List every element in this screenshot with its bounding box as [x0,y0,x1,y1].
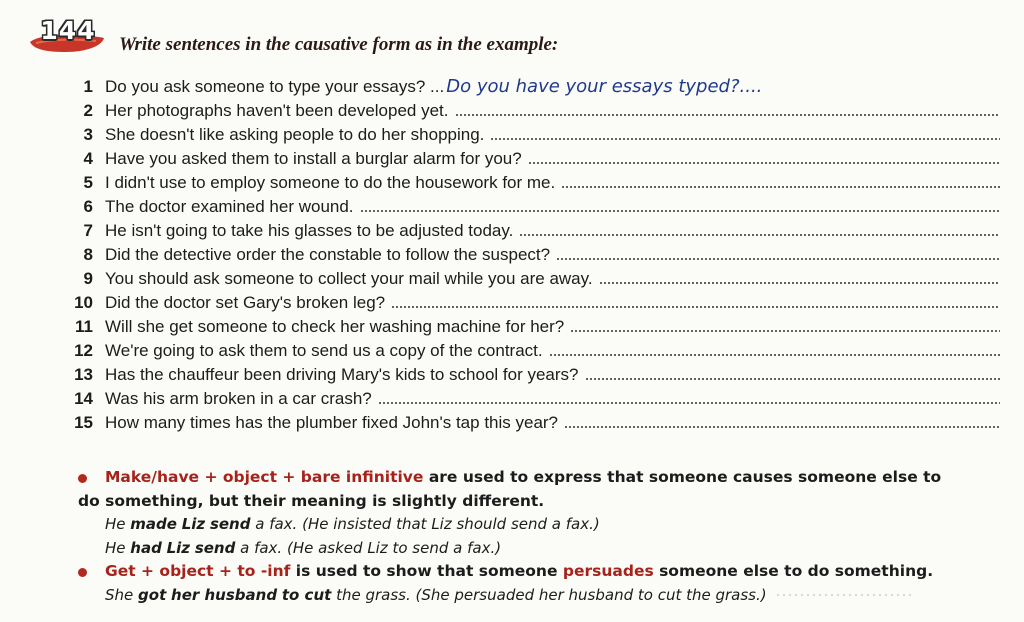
item-question: We're going to ask them to send us a copy of the contract. [105,341,543,360]
answer-line[interactable] [490,137,1000,141]
example-text: He [105,538,131,557]
item-number: 5 [83,173,93,192]
list-item [60,97,1000,121]
item-number: 6 [83,197,93,216]
list-item [60,121,1000,145]
exercise-instruction: Write sentences in the causative form as in the example: [119,34,559,55]
example-text: He [105,515,131,533]
grammar-notes [78,466,998,607]
list-item [60,193,1000,217]
exercise-number-badge [26,12,108,56]
item-question: Did the detective order the constable to follow the suspect? [105,245,551,264]
item-number: 1 [83,77,93,96]
item-question: Have you asked them to install a burglar alarm for you? [105,149,522,168]
example-got [78,584,998,608]
list-item [60,313,1000,337]
answer-line[interactable] [585,377,1000,381]
answer-line[interactable] [360,209,1000,213]
item-number: 3 [83,125,93,144]
list-item [60,145,1000,169]
list-item [60,409,1000,433]
list-item [60,73,1000,97]
rule-text: is used to show that someone [290,562,563,580]
bullet-icon [78,568,87,577]
item-question: She doesn't like asking people to do her shopping. [105,125,485,144]
rule-get [78,560,998,584]
item-number: 4 [83,149,93,168]
example-text: a fax. (He asked Liz to send a fax.) [235,538,502,557]
list-item [60,241,1000,265]
item-number: 11 [75,317,93,336]
item-number: 14 [74,389,93,408]
item-question: How many times has the plumber fixed John's tap this year? [105,413,559,432]
item-number: 13 [74,365,93,384]
item-number: 12 [74,341,93,360]
list-item [60,169,1000,193]
item-number: 7 [83,221,93,240]
example-object: Liz [181,515,206,533]
answer-line[interactable] [391,305,1000,309]
answer-line[interactable] [519,233,1000,237]
answer-line[interactable] [561,185,1000,189]
rule-keyword: persuades [562,562,654,580]
example-verb: had [130,538,162,557]
example-infinitive: send [209,515,251,533]
rule-make-have-cont [78,490,998,514]
example-verb: got [138,585,167,604]
example-text: a fax. (He insisted that Liz should send a fax.) [250,515,600,533]
rule-highlight: Get + object + to -inf [105,562,291,580]
list-item [60,361,1000,385]
rule-text: do something, but their meaning is slightly different. [78,491,545,510]
answer-line[interactable] [455,113,1001,117]
rule-highlight: Make/have + object + bare infinitive [105,468,424,486]
exercise-items [60,73,1000,433]
answer-line[interactable] [556,257,1000,261]
answer-line[interactable] [549,353,1000,357]
item-number: 15 [74,413,93,432]
list-item [60,265,1000,289]
example-text: She [105,585,139,604]
example-object: Liz [166,538,191,557]
example-answer: Do you have your essays typed?.... [446,76,763,97]
exercise-number: 144 [40,16,96,45]
list-item [60,289,1000,313]
item-question: He isn't going to take his glasses to be adjusted today. [105,221,514,240]
item-question: Her photographs haven't been developed yet. [105,101,449,120]
answer-line[interactable] [378,401,1000,405]
answer-line[interactable] [528,161,1000,165]
list-item [60,385,1000,409]
rule-text: are used to express that someone causes someone else to [423,468,942,486]
item-question: Has the chauffeur been driving Mary's kids to school for years? [105,365,579,384]
item-question: You should ask someone to collect your mail while you are away. [105,269,593,288]
rule-make-have [78,466,998,490]
item-question: Was his arm broken in a car crash? [105,389,372,408]
example-text: the grass. (She persuaded her husband to cut the grass.) [331,585,767,604]
item-number: 9 [83,269,93,288]
item-question: The doctor examined her wound. [105,197,354,216]
decorative-dots [775,593,915,597]
item-question: Did the doctor set Gary's broken leg? [105,293,386,312]
bullet-icon [78,474,87,483]
item-question: Do you ask someone to type your essays? ... [105,77,445,96]
example-object: her husband [171,585,278,604]
rule-text: someone else to do something. [653,562,934,580]
example-made [78,513,998,537]
example-infinitive: to cut [281,585,332,604]
answer-line[interactable] [564,425,1000,429]
answer-line[interactable] [570,329,1000,333]
example-verb: made [130,515,177,533]
example-infinitive: send [194,538,236,557]
list-item [60,217,1000,241]
item-number: 10 [74,293,93,312]
list-item [60,337,1000,361]
item-question: Will she get someone to check her washing machine for her? [105,317,565,336]
item-number: 8 [83,245,93,264]
answer-line[interactable] [599,281,1000,285]
item-number: 2 [83,101,93,120]
example-had [78,537,998,561]
item-question: I didn't use to employ someone to do the housework for me. [105,173,556,192]
